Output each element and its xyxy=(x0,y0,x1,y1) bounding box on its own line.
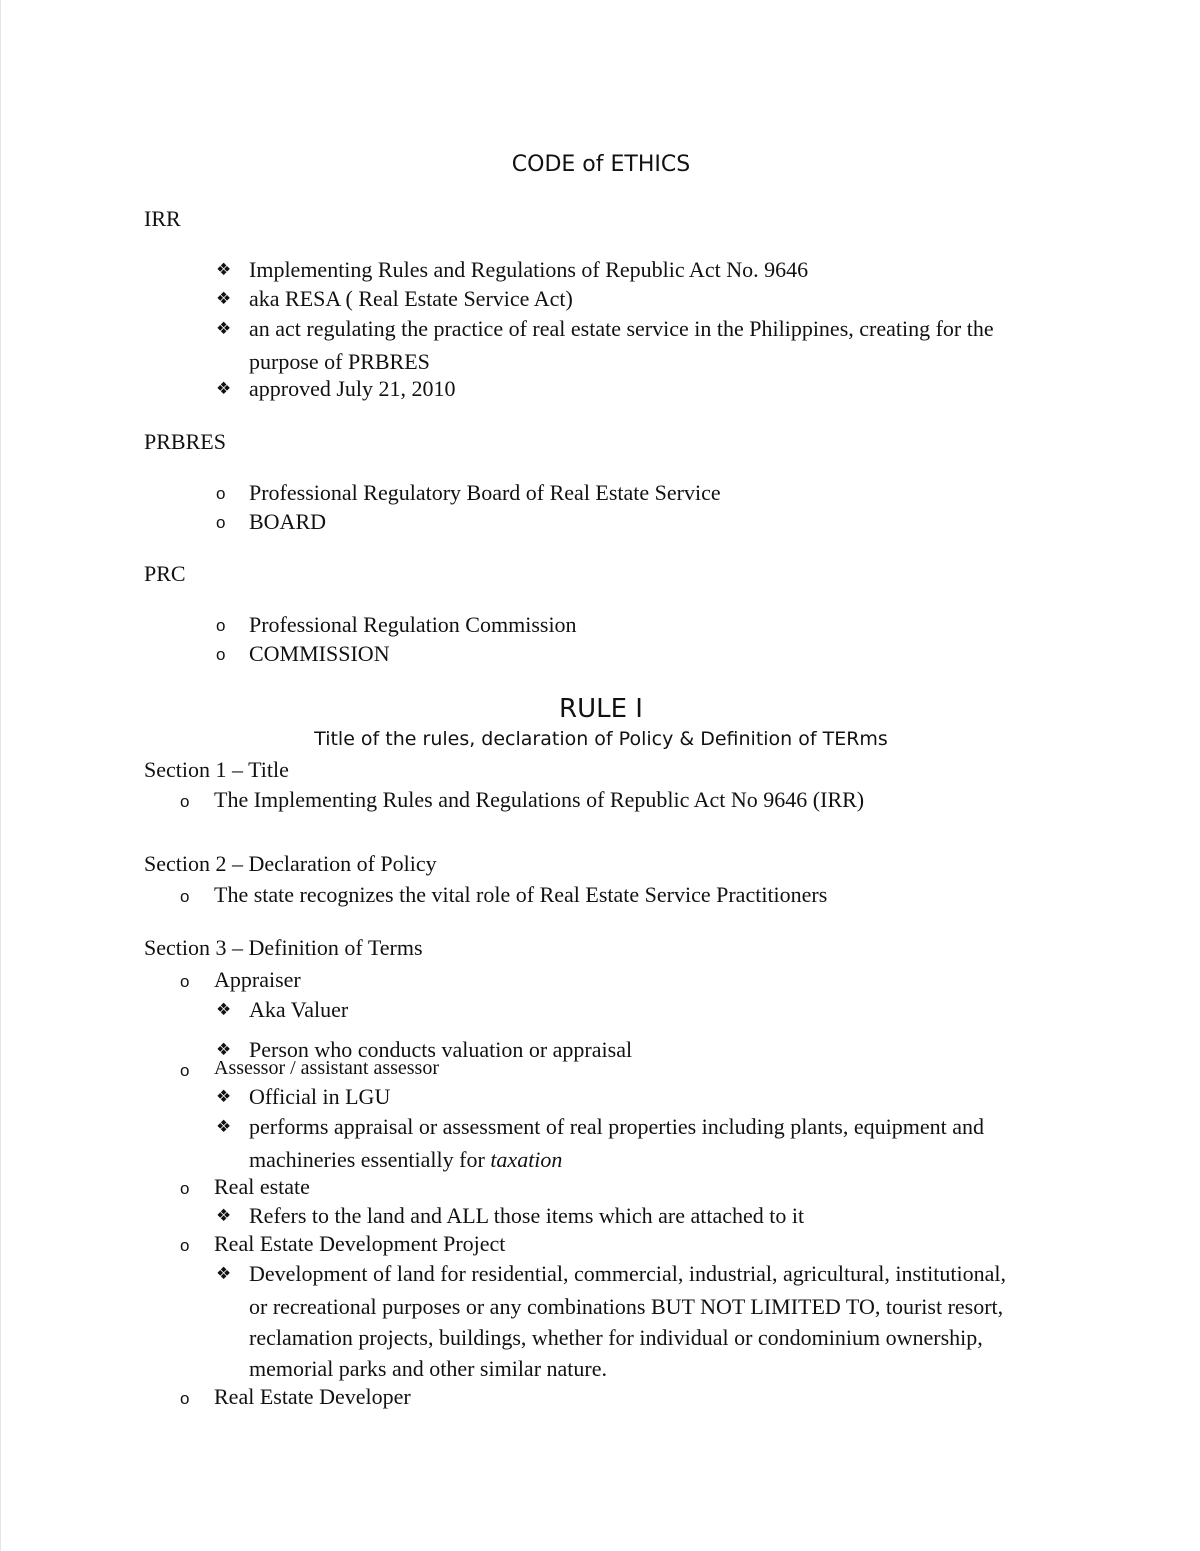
term-developer: Real Estate Developer xyxy=(214,1384,411,1409)
circle-bullet-icon: o xyxy=(180,1179,190,1198)
term-assessor: Assessor / assistant assessor xyxy=(214,1057,439,1079)
circle-bullet-icon: o xyxy=(180,1236,190,1255)
prbres-item: BOARD xyxy=(249,509,327,534)
diamond-bullet-icon: ❖ xyxy=(216,289,232,309)
prc-item: COMMISSION xyxy=(249,641,390,666)
irr-item: Implementing Rules and Regulations of Republic Act No. 9646 xyxy=(249,257,809,282)
circle-bullet-icon: o xyxy=(216,645,226,664)
page-title: CODE of ETHICS xyxy=(511,152,691,177)
prc-item: Professional Regulation Commission xyxy=(249,612,577,637)
section-2-heading: Section 2 – Declaration of Policy xyxy=(144,851,437,876)
circle-bullet-icon: o xyxy=(180,972,190,991)
rule-title: RULE I xyxy=(559,694,643,724)
circle-bullet-icon: o xyxy=(180,792,190,811)
diamond-bullet-icon: ❖ xyxy=(216,1264,232,1284)
term-detail: Person who conducts valuation or appraisal xyxy=(249,1037,633,1062)
diamond-bullet-icon: ❖ xyxy=(216,1000,232,1020)
term-detail-text: machineries essentially for xyxy=(249,1147,491,1172)
diamond-bullet-icon: ❖ xyxy=(216,1087,232,1107)
irr-item: an act regulating the practice of real estate service in the Philippines, creating for the xyxy=(249,316,994,341)
prbres-item: Professional Regulatory Board of Real Estate Service xyxy=(249,480,721,505)
diamond-bullet-icon: ❖ xyxy=(216,1206,232,1226)
rule-subtitle: Title of the rules, declaration of Policy & Definition of TERms xyxy=(314,728,888,750)
section-1-heading: Section 1 – Title xyxy=(144,757,289,782)
term-detail: Official in LGU xyxy=(249,1084,391,1109)
term-detail-continuation: reclamation projects, buildings, whether for individual or condominium ownership, xyxy=(249,1325,983,1350)
section-2-item: The state recognizes the vital role of Real Estate Service Practitioners xyxy=(214,882,828,907)
term-detail: Development of land for residential, commercial, industrial, agricultural, institutional, xyxy=(249,1261,1006,1286)
diamond-bullet-icon: ❖ xyxy=(216,260,232,280)
section-1-item: The Implementing Rules and Regulations of Republic Act No 9646 (IRR) xyxy=(214,787,865,812)
term-development-project: Real Estate Development Project xyxy=(214,1231,506,1256)
circle-bullet-icon: o xyxy=(216,616,226,635)
term-real-estate: Real estate xyxy=(214,1174,310,1199)
term-detail-continuation: memorial parks and other similar nature. xyxy=(249,1356,607,1381)
circle-bullet-icon: o xyxy=(180,1389,190,1408)
irr-item: approved July 21, 2010 xyxy=(249,376,456,401)
circle-bullet-icon: o xyxy=(216,484,226,503)
diamond-bullet-icon: ❖ xyxy=(216,1040,232,1060)
diamond-bullet-icon: ❖ xyxy=(216,1117,232,1137)
irr-item-continuation: purpose of PRBRES xyxy=(249,349,430,374)
circle-bullet-icon: o xyxy=(180,887,190,906)
irr-item: aka RESA ( Real Estate Service Act) xyxy=(249,286,573,311)
term-detail-emphasis: taxation xyxy=(490,1147,563,1172)
term-detail-continuation xyxy=(249,1147,562,1173)
prc-heading: PRC xyxy=(144,561,186,586)
diamond-bullet-icon: ❖ xyxy=(216,379,232,399)
section-3-heading: Section 3 – Definition of Terms xyxy=(144,935,423,960)
circle-bullet-icon: o xyxy=(216,513,226,532)
prbres-heading: PRBRES xyxy=(144,429,226,454)
term-detail: Refers to the land and ALL those items which are attached to it xyxy=(249,1203,805,1228)
term-detail-continuation: or recreational purposes or any combinations BUT NOT LIMITED TO, tourist resort, xyxy=(249,1294,1004,1319)
term-detail: performs appraisal or assessment of real properties including plants, equipment and xyxy=(249,1114,984,1139)
irr-heading: IRR xyxy=(144,206,181,231)
circle-bullet-icon: o xyxy=(180,1061,190,1080)
diamond-bullet-icon: ❖ xyxy=(216,319,232,339)
term-detail: Aka Valuer xyxy=(249,997,349,1022)
term-appraiser: Appraiser xyxy=(214,967,301,992)
